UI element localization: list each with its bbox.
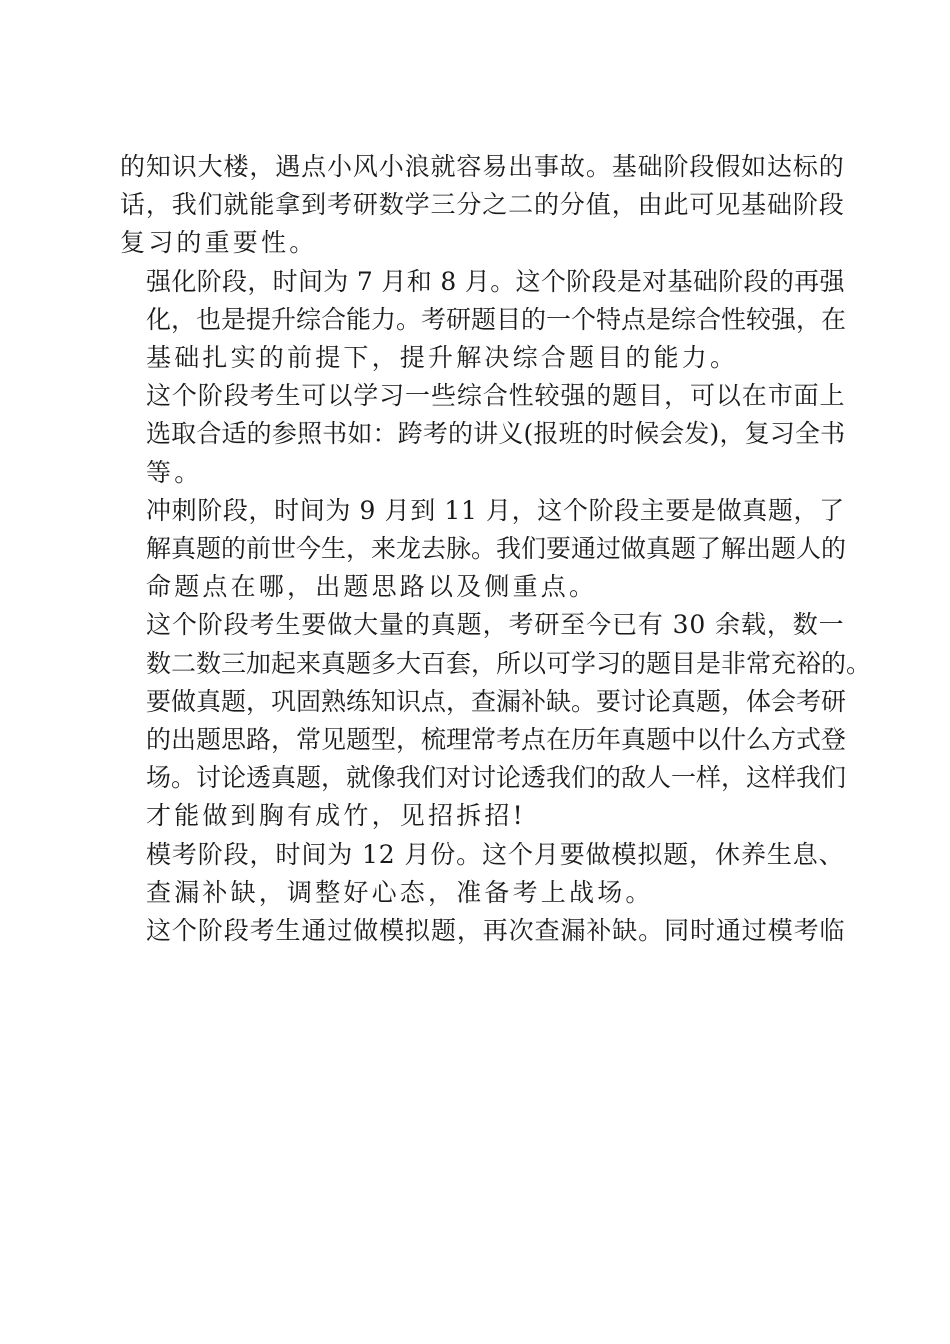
paragraph	[120, 836, 845, 912]
paragraph-line: 这个阶段考生要做大量的真题，考研至今已有 30 余载，数一	[146, 610, 845, 640]
paragraph-line: 的知识大楼，遇点小风小浪就容易出事故。基础阶段假如达标的	[120, 152, 845, 181]
paragraph-line: 场。讨论透真题，就像我们对讨论透我们的敌人一样，这样我们	[146, 763, 847, 793]
paragraph-line: 解真题的前世今生，来龙去脉。我们要通过做真题了解出题人的	[146, 534, 847, 564]
paragraph-line: 数二数三加起来真题多大百套，所以可学习的题目是非常充裕的。	[146, 648, 872, 678]
paragraph-line: 这个阶段考生可以学习一些综合性较强的题目，可以在市面上	[146, 381, 846, 411]
paragraph-line: 冲刺阶段，时间为 9 月到 11 月，这个阶段主要是做真题，了	[146, 495, 845, 525]
paragraph-line: 要做真题，巩固熟练知识点，查漏补缺。要讨论真题，体会考研	[146, 686, 847, 716]
paragraph	[120, 606, 872, 835]
paragraph-line: 这个阶段考生通过做模拟题，再次查漏补缺。同时通过模考临	[146, 916, 846, 946]
paragraph-line: 强化阶段，时间为 7 月和 8 月。这个阶段是对基础阶段的再强	[146, 266, 845, 296]
paragraph-line: 等。	[146, 457, 203, 487]
paragraph-line: 选取合适的参照书如：跨考的讲义(报班的时候会发)，复习全书	[146, 419, 846, 449]
paragraph-line: 模考阶段，时间为 12 月份。这个月要做模拟题，休养生息、	[146, 839, 845, 869]
paragraph-line: 化，也是提升综合能力。考研题目的一个特点是综合性较强，在	[146, 304, 847, 334]
paragraph-line: 复习的重要性。	[120, 228, 318, 258]
paragraph-line: 话，我们就能拿到考研数学三分之二的分值，由此可见基础阶段	[120, 190, 845, 220]
paragraph	[120, 912, 846, 950]
paragraph	[120, 263, 847, 378]
paragraph	[120, 148, 845, 263]
paragraph-line: 才能做到胸有成竹，见招拆招!	[146, 801, 526, 831]
paragraph-line: 的出题思路，常见题型，梳理常考点在历年真题中以什么方式登	[146, 725, 847, 755]
paragraph	[120, 377, 846, 492]
paragraph	[120, 492, 847, 607]
document-body	[120, 148, 872, 950]
paragraph-line: 基础扎实的前提下，提升解决综合题目的能力。	[146, 343, 739, 373]
paragraph-line: 查漏补缺，调整好心态，准备考上战场。	[146, 877, 654, 907]
paragraph-line: 命题点在哪，出题思路以及侧重点。	[146, 572, 598, 602]
